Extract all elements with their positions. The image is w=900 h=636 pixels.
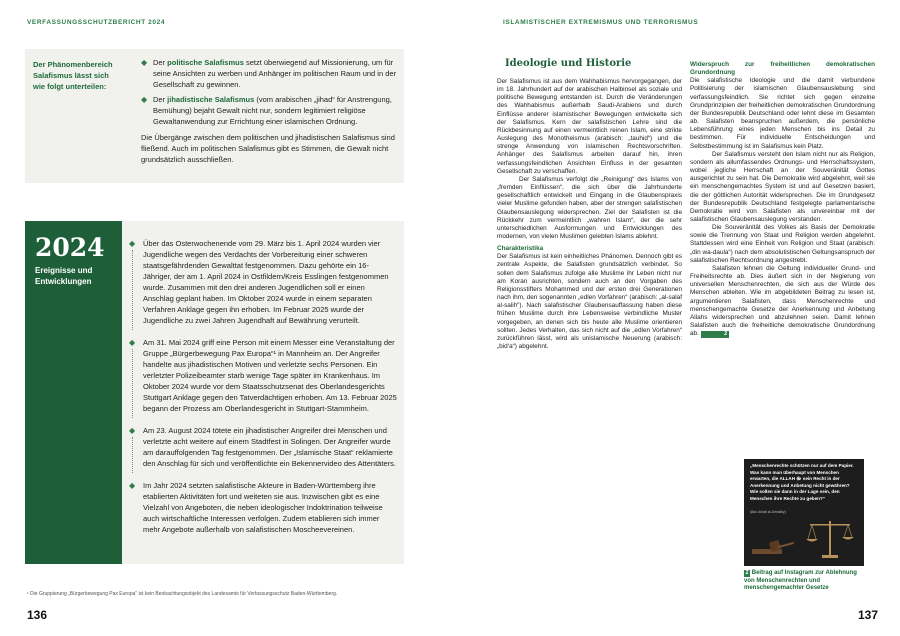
paragraph: Der Salafismus verfolgt die „Reinigung“ des Islams von „fremden Einflüssen“, die sich über die Jahrhunderte gesellschaftlich entwickelt und Eingang in die Glaubenspraxis vieler Muslime gefunden haben, aber der strengen salafistischen Glaubensauslegung widersprechen. Ziel der Salafisten ist die Rückkehr zum vermeintlich „wahren Islam“, der die sehr unterschiedlichen Ausformungen und Entwicklungen des modernen, von vielen Muslimen gelebten Islams ablehnt.: [497, 175, 682, 240]
bullet-jihadist-salafism: [141, 94, 399, 127]
dotted-connector: [132, 437, 133, 473]
box-content: [141, 57, 399, 165]
footnote: ¹ Die Gruppierung „Bürgerbewegung Pax Europa“ ist kein Beobachtungsobjekt des Landesamts für Verfassungsschutz Baden-Württemberg.: [27, 591, 338, 597]
bullet-text: setzt überwiegend auf Missionierung, um für seine Ansichten zu werben und Anhänger im politischen Raum und in der Gesellschaft zu gewinnen.: [153, 58, 397, 89]
paragraph: Der Salafismus ist aus dem Wahhabismus hervorgegangen, der im 18. Jahrhundert auf der arabischen Halbinsel als soziale und politische Bewegung entstanden ist. Durch die Veränderungen des Wahhabismus außerhalb Saudi-Arabiens und durch Einflüsse anderer islamistischer Bewegungen entwickelte sich der Salafismus. Kern der salafistischen Lehre sind die Rückbesinnung auf einen vermeintlich reinen Islam, eine strikte Auslegung des Monotheismus (arabisch: „tauhid“) und die strenge Anwendung von islamischen Rechtsvorschriften. Anhänger des Salafismus arbeiten darauf hin, ihren verfassungsfeindlichen Ansichten Einfluss in der gesamten Gesellschaft zu verschaffen.: [497, 78, 682, 175]
bullet-prefix: Der: [153, 58, 168, 67]
dotted-connector: [132, 250, 133, 330]
events-list: [129, 238, 397, 535]
paragraph: Die salafistische Ideologie und die damit verbundene Politisierung der islamischen Glaubensauslebung sind verfassungsfeindlich. Sie richtet sich gegen einzelne Grundprinzipien der freiheitlichen demokratischen Grundordnung der Bundesrepublik Deutschland oder lehnt diese im Gesamten ab. Salafisten beanspruchen außerdem, die persönliche Lebensführung eines jeden Menschen bis ins Detail zu bestimmen. Für individuelle Entscheidungen und Selbstbestimmung ist im Salafismus kein Platz.: [690, 77, 875, 150]
bullet-text: (vom arabischen „jihad“ für Anstrengung, Bemühung) bejaht Gewalt nicht nur, sondern legitimiert religiöse Gewaltanwendung zur Errichtung einer islamischen Ordnung.: [153, 95, 392, 126]
page-number-right: 137: [857, 608, 878, 622]
event-text: Über das Osterwochenende vom 29. März bis 1. April 2024 wurden vier Jugendliche wegen des Verdachts der Vorbereitung einer schweren staatsgefährdenden Gewalttat festgenommen. Dazu gehörte ein 16-Jähriger, der am 1. April 2024 in Ostfildern/Kreis Esslingen festgenommen wurde. Zusammen mit den drei anderen Jugendlichen soll er einen Anschlag geplant haben. Im Oktober 2024 wurde in einem separaten Verfahren Anklage gegen ihn erhoben. Im Februar 2025 wurde der Jugendliche zu zwei Jahren Jugendhaft auf Bewährung verurteilt.: [143, 239, 389, 325]
events-label: Ereignisse und Entwicklungen: [35, 266, 93, 286]
salafism-categories-box: [25, 49, 404, 183]
paragraph-text: Salafisten lehnen die Geltung individueller Grund- und Freiheitsrechte ab. Dies äußert sich in der Negierung von universellen Menschenrechten, die sich aus der Würde des Menschen ableiten. Wie im abgebildeten Beitrag zu lesen ist, argumentieren Salafisten, dass Menschenrechte und menschengemachte Gesetze der Anerkennung und Anbetung Allahs widersprechen und abzulehnen seien. Damit lehnen Salafisten auch die freiheitliche demokratische Grundordnung ab.: [690, 264, 875, 338]
diamond-bullet-icon: ◆: [129, 338, 136, 347]
text-column-1: [497, 78, 682, 351]
subheading-characteristics: Charakteristika: [497, 245, 544, 253]
diamond-bullet-icon: ◆: [141, 58, 148, 67]
figure-caption: [744, 570, 869, 593]
event-item: [129, 337, 397, 414]
event-item: [129, 425, 397, 469]
diamond-bullet-icon: ◆: [129, 239, 136, 248]
section-heading: Ideologie und Historie: [505, 58, 632, 69]
page-number-left: 136: [27, 608, 48, 622]
event-text: Am 23. August 2024 tötete ein jihadistischer Angreifer drei Menschen und verletzte acht weitere auf einem Stadtfest in Solingen. Der Angreifer wurde am darauffolgenden Tag festgenommen. Der „Islamische Staat“ reklamierte den Anschlag für sich und veröffentlichte ein Bekennervideo des Attentäters.: [143, 426, 396, 468]
figure-reference-badge: 2: [701, 331, 729, 338]
instagram-post-source: [Abu Ahiati al-Almaliky]: [750, 510, 786, 514]
box-side-label: Der Phänomenbereich Salafismus lässt sich wie folgt unterteilen:: [33, 60, 113, 91]
event-item: [129, 480, 397, 535]
bullet-prefix: Der: [153, 95, 168, 104]
event-text: Am 31. Mai 2024 griff eine Person mit einem Messer eine Veranstaltung der Gruppe „Bürgerbewegung Pax Europa“¹ in Mannheim an. Der Angreifer handelte aus jihadistischen Motiven und verletzte sechs Personen. Ein verletzter Polizeibeamter starb wenige Tage später im Krankenhaus. Im Oktober 2024 wurde vor dem Staatsschutzsenat des Oberlandesgerichts Stuttgart Anklage gegen den Tatverdächtigen erhoben. Am 13. Februar 2025 begann der Prozess am Oberlandesgericht in Stuttgart-Stammheim.: [143, 338, 397, 413]
event-item: [129, 238, 397, 326]
term-political-salafism: politische Salafismus: [167, 58, 244, 67]
event-text: Im Jahr 2024 setzten salafistische Akteure in Baden-Württemberg ihre etablierten Aktivitäten fort und weiteten sie aus. Inzwischen gibt es eine Vielzahl von Angeboten, die neben ideologischer Indoktrination teilweise auch wirtschaftliche Interessen verfolgen. Zudem etablieren sich immer mehr Angebote außerhalb von salafistischen Moscheevereinen.: [143, 481, 383, 534]
subheading-contradiction: Widerspruch zur freiheitlichen demokratischen Grundordnung: [690, 61, 875, 77]
paragraph: Der Salafismus ist kein einheitliches Phänomen. Dennoch gibt es zentrale Aspekte, die Salafisten grundsätzlich verbindet. So sollen dem Salafismus zufolge alle Muslime ihr Leben nicht nur am Koran ausrichten, sondern auch an den Vorgaben des Religionsstifters Mohammed und der ersten drei Generationen nach ihm, den sogenannten „edlen Vorfahren“ (arabisch: „al-salaf al-salih“). Nach salafistischer Glaubensauffassung haben diese frühen Muslime durch ihre Lebensweise verbindliche Muster vorgegeben, an denen sich bis heute alle Muslime orientieren sollten. Jedes Verhalten, das sich nicht auf die „edlen Vorfahren“ zurückführen lässt, wird als unislamische Neuerung (arabisch: „bid‘a“) abgelehnt.: [497, 253, 682, 350]
running-header-left: VERFASSUNGSSCHUTZBERICHT 2024: [27, 19, 166, 26]
term-jihadist-salafism: jihadistische Salafismus: [167, 95, 255, 104]
paragraph: Die Souveränität des Volkes als Basis der Demokratie sowie die Trennung von Staat und Religion werden abgelehnt. Stattdessen wird eine Einheit von Religion und Staat (arabisch: „din wa-daula“) nach dem absolutistischen Geltungsanspruch der salafistischen Rechtsordnung angestrebt.: [690, 224, 875, 264]
box-paragraph: Die Übergänge zwischen dem politischen und jihadistischen Salafismus sind fließend. Auch im politischen Salafismus gibt es Stimmen, die Gewalt nicht grundsätzlich ausschließen.: [141, 133, 395, 164]
text-column-2: [690, 61, 875, 338]
diamond-bullet-icon: ◆: [141, 95, 148, 104]
bullet-political-salafism: [141, 57, 399, 90]
instagram-post-image: [744, 459, 864, 566]
year-label: 2024: [35, 233, 105, 262]
diamond-bullet-icon: ◆: [129, 426, 136, 435]
year-panel: [25, 221, 122, 564]
gavel-icon: [750, 539, 794, 557]
caption-text: Beitrag auf Instagram zur Ablehnung von Menschenrechten und menschengemachter Gesetze: [744, 570, 857, 591]
paragraph: [690, 265, 875, 338]
figure-number-badge: 2: [745, 570, 749, 576]
diamond-bullet-icon: ◆: [129, 481, 136, 490]
events-box: [25, 221, 404, 564]
paragraph: Der Salafismus versteht den Islam nicht nur als Religion, sondern als allumfassendes Ordnungs- und Herrschaftssystem, wobei jegliche Herrschaft an der Souveränität Gottes ausgerichtet zu sein hat. Die Demokratie wird abgelehnt, weil sie ein menschengemachtes System ist und auf Gesetzen basiert, die der göttlichen Autorität widersprechen. Die im Grundgesetz der Bundesrepublik Deutschland festgelegte parlamentarische Demokratie wird von Salafisten als unvereinbar mit der salafistischen Glaubensauslegung verstanden.: [690, 150, 875, 223]
scales-of-justice-icon: [802, 517, 858, 561]
running-header-right: ISLAMISTISCHER EXTREMISMUS UND TERRORISMUS: [503, 19, 699, 26]
dotted-connector: [132, 349, 133, 418]
instagram-post-quote: „Menschenrechte schützen nur auf dem Papier. Was kann man überhaupt von Menschen erwarten, die ALLAH ﷻ sein Recht in der Anerkennung und Anbetung nicht gewähren? Wie sollen sie dann in der Lage sein, den Menschen ihre Rechte zu geben?“: [750, 463, 854, 501]
